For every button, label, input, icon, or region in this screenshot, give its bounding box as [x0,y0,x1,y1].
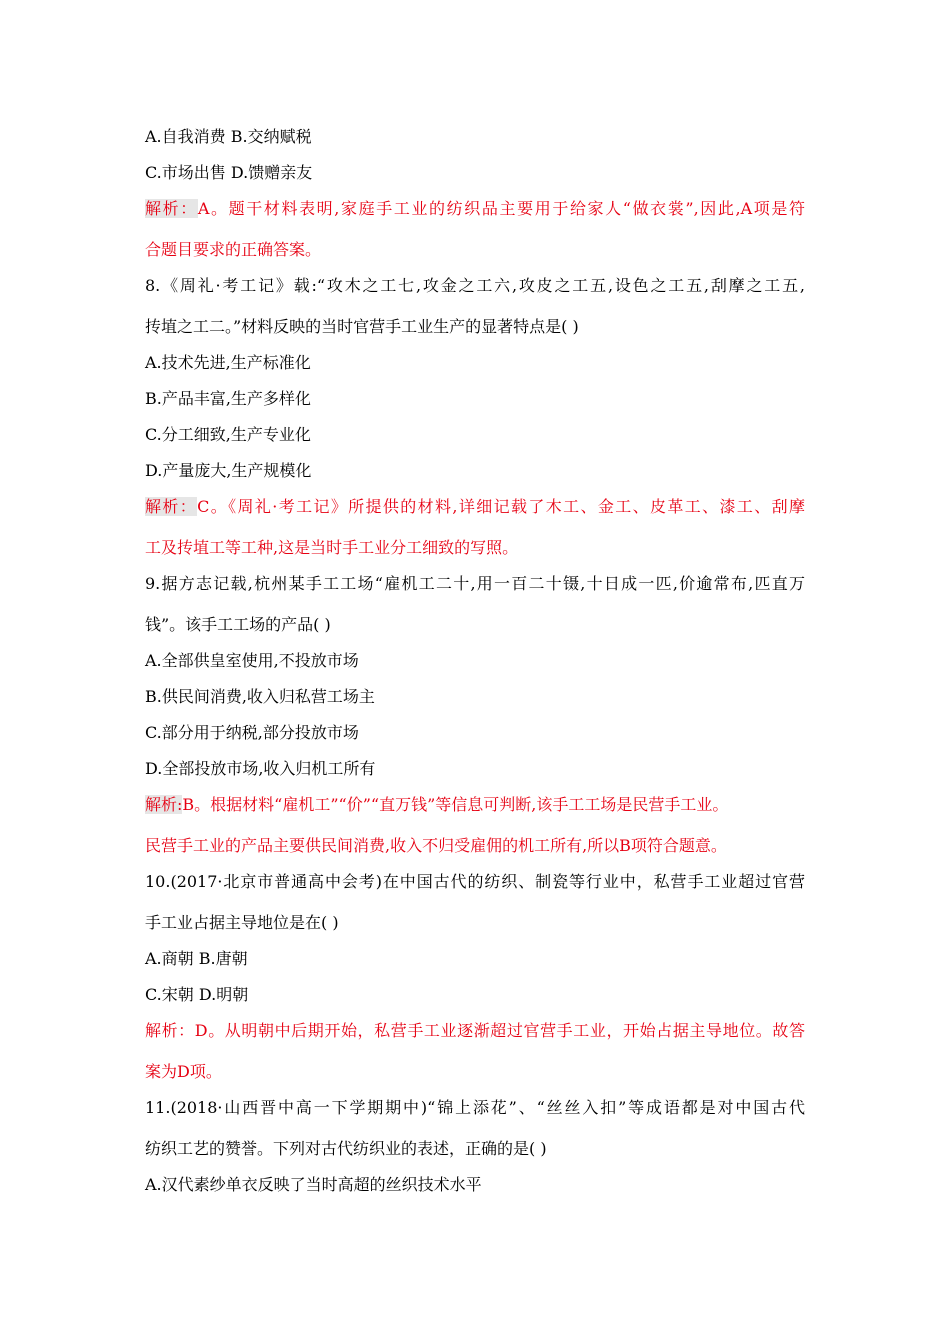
q8-option-b: B.产品丰富,生产多样化 [145,389,311,408]
q9-stem-line-2: 钱”。该手工工场的产品( ) [145,615,331,634]
q9-answer-line-1 [145,794,728,816]
q11-option-a: A.汉代素纱单衣反映了当时高超的丝织技术水平 [145,1175,482,1194]
q7-answer-label: 解析： [145,199,198,218]
q10-answer-line-2: 案为D项。 [145,1062,222,1081]
q7-option-ab: A.自我消费 B.交纳赋税 [145,127,312,146]
q10-option-ab: A.商朝 B.唐朝 [145,949,248,968]
q11-stem-line-1: 11.(2018·山西晋中高一下学期期中)“锦上添花”、“丝丝入扣”等成语都是对中国古代 [145,1098,805,1117]
q9-answer-text-1: B。根据材料“雇机工”“价”“直万钱”等信息可判断,该手工工场是民营手工业。 [182,795,729,814]
q8-answer-line-2: 工及抟埴工等工种,这是当时手工业分工细致的写照。 [145,538,519,557]
q11-stem-line-2: 纺织工艺的赞誉。下列对古代纺织业的表述，正确的是( ) [145,1139,547,1158]
q8-option-a: A.技术先进,生产标准化 [145,353,311,372]
q8-answer-label: 解析： [145,497,198,516]
q8-answer-text-1: C。《周礼·考工记》所提供的材料,详细记载了木工、金工、皮革工、漆工、刮摩 [197,497,805,516]
q8-answer-line-1 [145,496,805,518]
q8-stem-line-1: 8.《周礼·考工记》载:“攻木之工七,攻金之工六,攻皮之工五,设色之工五,刮摩之工五, [145,276,805,295]
q9-option-c: C.部分用于纳税,部分投放市场 [145,723,359,742]
q9-answer-label: 解析: [145,795,183,814]
q7-answer-line-2: 合题目要求的正确答案。 [145,240,322,259]
q9-answer-line-2: 民营手工业的产品主要供民间消费,收入不归受雇佣的机工所有,所以B项符合题意。 [145,836,727,855]
q8-option-c: C.分工细致,生产专业化 [145,425,311,444]
q9-option-a: A.全部供皇室使用,不投放市场 [145,651,359,670]
q10-stem-line-2: 手工业占据主导地位是在( ) [145,913,339,932]
q8-stem-line-2: 抟埴之工二。”材料反映的当时官营手工业生产的显著特点是( ) [145,317,579,336]
q7-answer-text-1: A。题干材料表明,家庭手工业的纺织品主要用于给家人“做衣裳”,因此,A项是符 [197,199,805,218]
q9-option-d: D.全部投放市场,收入归机工所有 [145,759,376,778]
q10-answer-label: 解析： [145,1021,195,1040]
q9-option-b: B.供民间消费,收入归私营工场主 [145,687,375,706]
q9-stem-line-1: 9.据方志记载,杭州某手工工场“雇机工二十,用一百二十镊,十日成一匹,价逾常布,匹直万 [145,574,805,593]
q10-stem-line-1: 10.(2017·北京市普通高中会考)在中国古代的纺织、制瓷等行业中，私营手工业超过官营 [145,872,805,891]
q7-option-cd: C.市场出售 D.馈赠亲友 [145,163,313,182]
q10-answer-text-1: D。从明朝中后期开始，私营手工业逐渐超过官营手工业，开始占据主导地位。故答 [194,1021,805,1040]
q10-answer-line-1 [145,1020,805,1042]
q10-option-cd: C.宋朝 D.明朝 [145,985,249,1004]
q8-option-d: D.产量庞大,生产规模化 [145,461,312,480]
q7-answer-line-1 [145,198,805,220]
